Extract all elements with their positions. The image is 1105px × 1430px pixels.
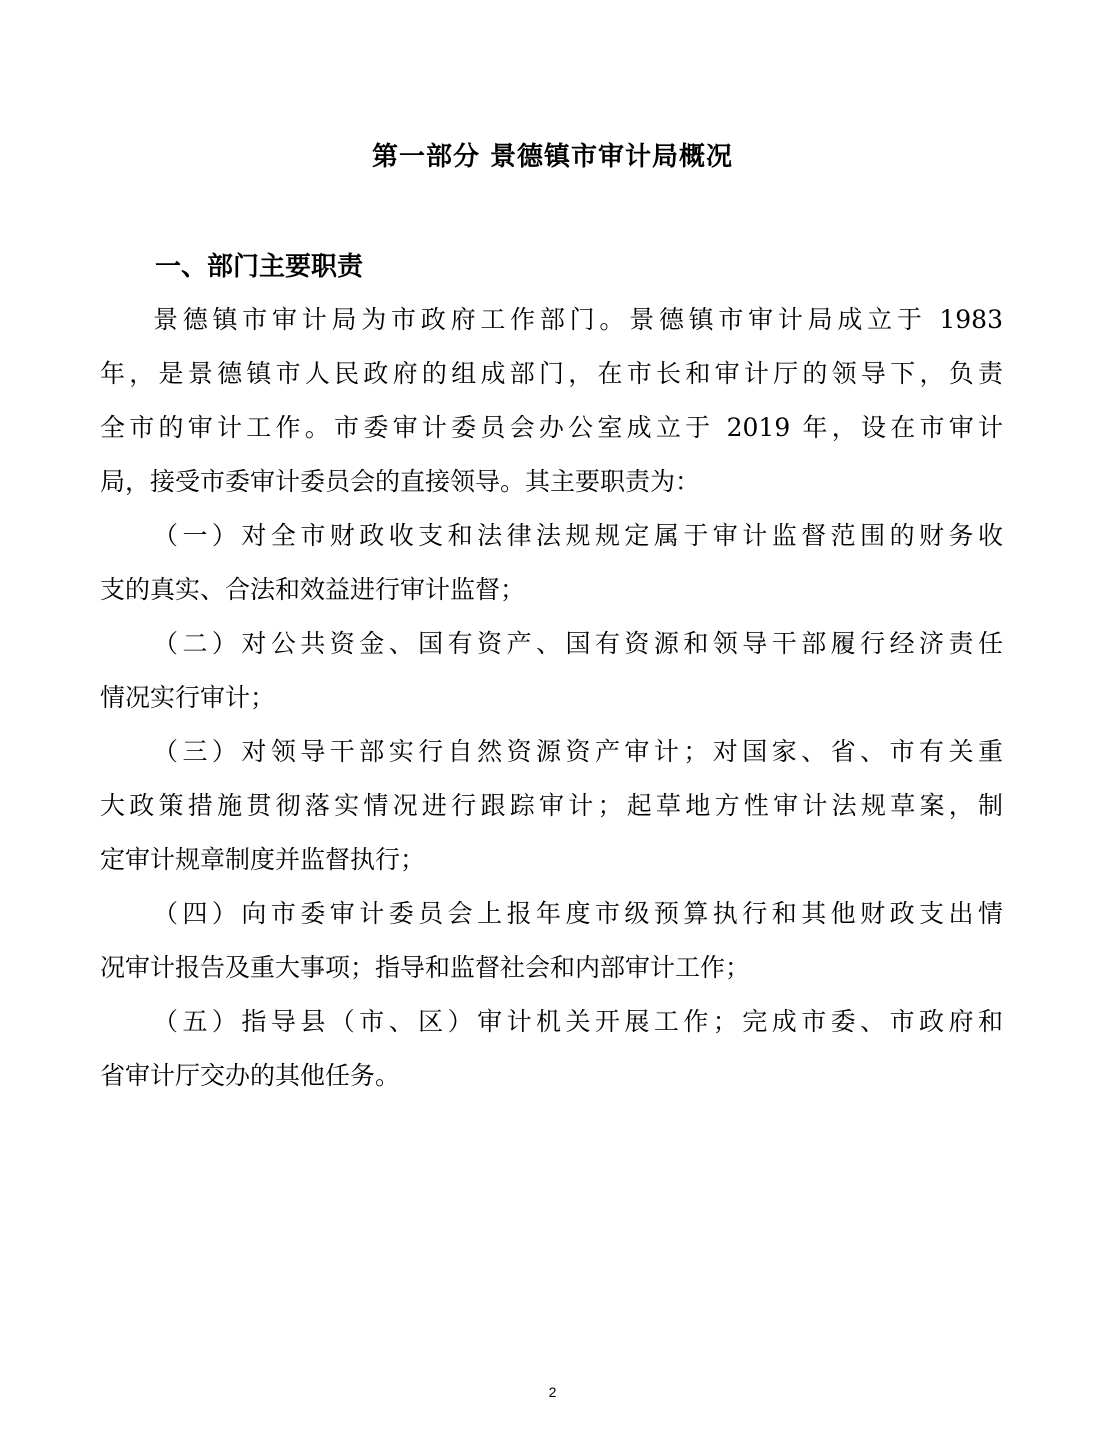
paragraph-line: 情况实行审计； [100, 683, 276, 712]
paragraph-line: 大政策措施贯彻落实情况进行跟踪审计；起草地方性审计法规草案，制 [100, 791, 1003, 820]
paragraph-line: 全市的审计工作。市委审计委员会办公室成立于 2019 年，设在市审计 [100, 413, 1003, 442]
paragraph-line: 局，接受市委审计委员会的直接领导。其主要职责为： [100, 467, 701, 496]
section-heading: 一、部门主要职责 [155, 252, 364, 282]
paragraph-line: 省审计厅交办的其他任务。 [100, 1061, 401, 1090]
paragraph-line: （三）对领导干部实行自然资源资产审计；对国家、省、市有关重 [153, 737, 1003, 766]
paragraph-line: 支的真实、合法和效益进行审计监督； [100, 575, 526, 604]
paragraph-line: 景德镇市审计局为市政府工作部门。景德镇市审计局成立于 1983 [153, 305, 1003, 334]
paragraph-line: （二）对公共资金、国有资产、国有资源和领导干部履行经济责任 [153, 629, 1003, 658]
page-title: 第一部分 景德镇市审计局概况 [371, 142, 734, 172]
paragraph-line: （五）指导县（市、区）审计机关开展工作；完成市委、市政府和 [153, 1007, 1003, 1036]
paragraph-line: （四）向市委审计委员会上报年度市级预算执行和其他财政支出情 [153, 899, 1003, 928]
paragraph-line: 定审计规章制度并监督执行； [100, 845, 426, 874]
paragraph-line: （一）对全市财政收支和法律法规规定属于审计监督范围的财务收 [153, 521, 1003, 550]
page-number: 2 [548, 1384, 557, 1400]
document-body [100, 298, 1003, 1108]
paragraph-line: 况审计报告及重大事项；指导和监督社会和内部审计工作； [100, 953, 751, 982]
paragraph-line: 年，是景德镇市人民政府的组成部门，在市长和审计厅的领导下，负责 [100, 359, 1003, 388]
